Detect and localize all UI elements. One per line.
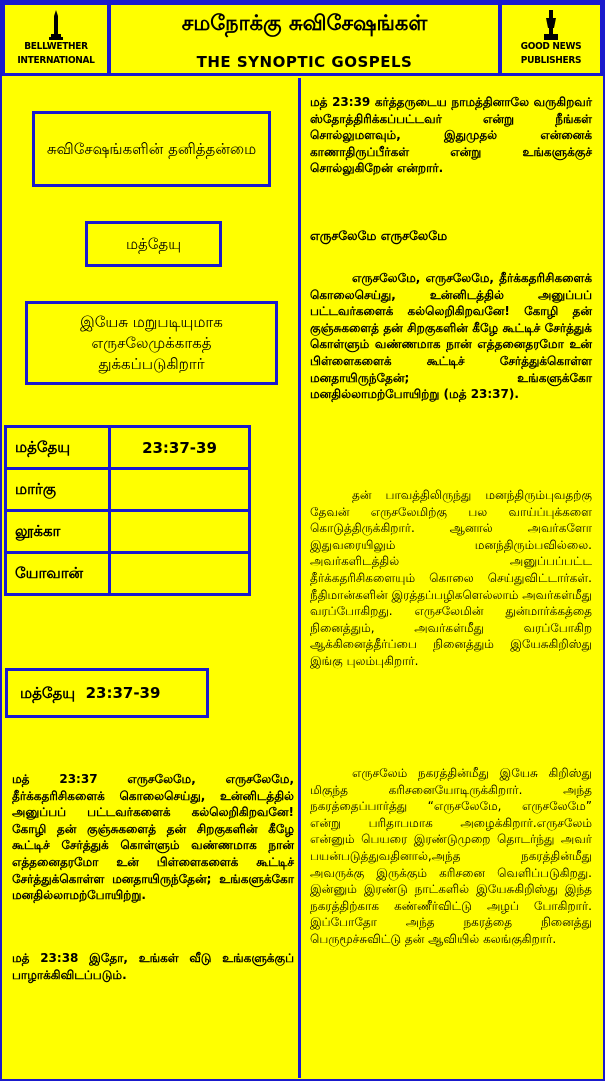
topic-label: இயேசு மறுபடியுமாக எருசலேமுக்காகத் துக்கப்படுகிறார் (80, 312, 223, 373)
verse-23-39 (310, 94, 592, 177)
good-news-logo (499, 2, 603, 76)
matthew-box (85, 221, 222, 267)
title-block (108, 2, 501, 76)
table-row (6, 469, 250, 511)
section-heading (310, 228, 592, 245)
lamp-icon (543, 10, 559, 40)
good-news-line1: GOOD NEWS (520, 41, 582, 52)
gospel-name: லூக்கா (6, 511, 110, 553)
table-row (6, 511, 250, 553)
commentary-paragraph-2 (310, 765, 592, 948)
gospel-name: மத்தேயு (6, 427, 110, 469)
bellwether-logo (2, 2, 110, 76)
verse-23-37 (12, 771, 294, 904)
verse-23-38 (12, 950, 294, 983)
verse-text: மத் 23:39 கர்த்தருடைய நாமத்தினாலே வருகிறவர் ஸ்தோத்திரிக்கப்பட்டவர் என்று நீங்கள் சொல்லுமளவும், இதுமுதல் என்னைக் காணாதிருப்பீர்கள் என்று உங்களுக்குச் சொல்லுகிறேன் என்றார். (310, 95, 592, 176)
gospel-ref (110, 511, 250, 553)
bellwether-line1: BELLWETHER (24, 41, 88, 52)
gospel-reference-table (4, 425, 251, 596)
bellwether-line2: INTERNATIONAL (17, 55, 95, 66)
commentary-paragraph-1 (310, 487, 592, 670)
uniqueness-label: சுவிசேஷங்களின் தனித்தன்மை (46, 139, 257, 158)
page-title-tamil: சமநோக்கு சுவிசேஷங்கள் (181, 11, 428, 35)
header (2, 2, 603, 78)
tower-icon (49, 10, 63, 40)
verse-text: மத் 23:37 எருசலேமே, எருசலேமே, தீர்க்கதரிசிகளைக் கொலைசெய்து, உன்னிடத்தில் அனுப்பப் பட்டவர்களைக் கல்லெறிகிறவனே! கோழி தன் குஞ்சுகளைத் தன் சிறகுகளின் கீழே கூட்டிச் சேர்த்துக் கொள்ளும் வண்ணமாக நான் எத்தனைதரமோ உன் பிள்ளைகளைக் கூட்டிச் சேர்த்துக்கொள்ள மனதாயிருந்தேன்; உங்களுக்கோ மனதில்லாமற்போயிற்று. (12, 772, 294, 903)
table-row (6, 427, 250, 469)
topic-box (25, 301, 278, 385)
gospel-ref (110, 553, 250, 595)
section-heading-text: எருசலேமே எருசலேமே (310, 228, 448, 243)
paragraph-text: தன் பாவத்திலிருந்து மனந்திரும்புவதற்கு தேவன் எருசலேமிற்கு பல வாய்ப்புக்களை கொடுத்திருக்கிறார். ஆனால் அவர்களோ இதுவரையிலும் மனந்திரும்பவில்லை. அவர்களிடத்தில் அனுப்பப்பட்ட தீர்க்கதரிசிகளையும் கொலை செய்துவிட்டார்கள். நீதிமான்களின் இரத்தப்பழிகளெல்லாம் அவர்கள்மீது வரப்போகிறது. எருசலேமின் துன்மார்க்கத்தை நினைத்தும், அவர்கள்மீது வரப்போகிற ஆக்கினைத்தீர்ப்பை நினைத்தும் இயேசுகிறிஸ்து இங்கு புலம்புகிறார். (310, 488, 592, 668)
uniqueness-box (32, 111, 271, 187)
gospel-name: மார்கு (6, 469, 110, 511)
quote-text: எருசலேமே, எருசலேமே, தீர்க்கதரிசிகளைக் கொலைசெய்து, உன்னிடத்தில் அனுப்பப் பட்டவர்களைக் கல்லெறிகிறவனே! கோழி தன் குஞ்சுகளைத் தன் சிறகுகளின் கீழே கூட்டிச் சேர்த்துக் கொள்ளும் வண்ணமாக நான் எத்தனைதரமோ உன் பிள்ளைகளைக் கூட்டிச் சேர்த்துக்கொள்ள மனதாயிருந்தேன்; உங்களுக்கோ மனதில்லாமற்போயிற்று (மத் 23:37). (310, 271, 592, 402)
reference-label: மத்தேயு 23:37-39 (20, 683, 161, 702)
quote-block (310, 270, 592, 403)
good-news-line2: PUBLISHERS (520, 55, 582, 66)
reference-box (5, 668, 209, 718)
gospel-ref: 23:37-39 (110, 427, 250, 469)
gospel-name: யோவான் (6, 553, 110, 595)
gospel-ref (110, 469, 250, 511)
table-row (6, 553, 250, 595)
paragraph-text: எருசலேம் நகரத்தின்மீது இயேசு கிறிஸ்து மிகுந்த கரிசனையோடிருக்கிறார். அந்த நகரத்தைப்பார்த்து “எருசலேமே, எருசலேமே” என்று பரிதாபமாக அழைக்கிறார்.எருசலேம் என்னும் பெயரை இரண்டுமுறை தொடர்ந்து அவர் பயன்படுத்துவதினால்,அந்த நகரத்தின்மீது அவருக்கு இருக்கும் கரிசனை வெளிப்படுகிறது. இன்னும் இரண்டு நாட்களில் இயேசுகிறிஸ்து இந்த நகரத்திற்காக கண்ணீர்விட்டு அழப் போகிறார். இப்போதோ அந்த நகரத்தை நினைத்து பெருமூச்சுவிட்டு தன் ஆவியில் கலங்குகிறார். (310, 766, 592, 946)
column-divider (298, 78, 301, 1078)
verse-text: மத் 23:38 இதோ, உங்கள் வீடு உங்களுக்குப் பாழாக்கிவிடப்படும். (12, 951, 294, 982)
matthew-label: மத்தேயு (125, 234, 182, 253)
page-title-english: THE SYNOPTIC GOSPELS (196, 53, 413, 71)
